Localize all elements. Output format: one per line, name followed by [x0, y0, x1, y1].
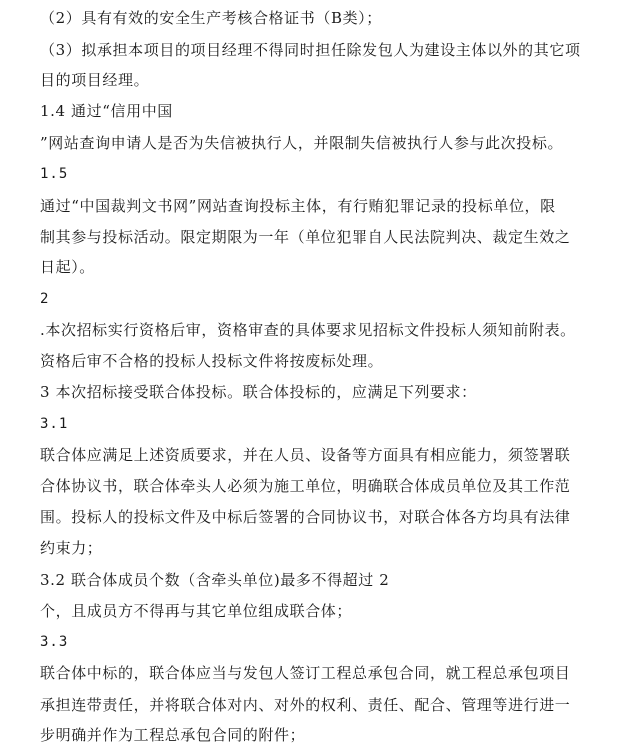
text-line: 个，且成员方不得再与其它单位组成联合体；	[40, 602, 353, 620]
section-number: 3.3	[40, 634, 69, 650]
text-line: ”网站查询申请人是否为失信被执行人，并限制失信被执行人参与此次投标。	[40, 134, 564, 152]
text-line: 围。投标人的投标文件及中标后签署的合同协议书，对联合体各方均具有法律	[40, 508, 571, 526]
text-line: 步明确并作为工程总承包合同的附件；	[40, 726, 306, 744]
text-line: 承担连带责任，并将联合体对内、对外的权利、责任、配合、管理等进行进一	[40, 696, 571, 714]
section-number: 2	[40, 291, 50, 307]
text-line: （3）拟承担本项目的项目经理不得同时担任除发包人为建设主体以外的其它项	[40, 41, 581, 59]
text-line: 制其参与投标活动。限定期限为一年（单位犯罪自人民法院判决、裁定生效之	[40, 228, 571, 246]
section-heading: 3 本次招标接受联合体投标。联合体投标的，应满足下列要求：	[40, 383, 477, 401]
text-line: 联合体中标的，联合体应当与发包人签订工程总承包合同，就工程总承包项目	[40, 664, 571, 682]
text-line: 资格后审不合格的投标人投标文件将按废标处理。	[40, 352, 384, 370]
text-line: 通过“中国裁判文书网”网站查询投标主体，有行贿犯罪记录的投标单位，限	[40, 197, 556, 215]
text-line: 约束力；	[40, 539, 103, 557]
text-line: 日起）。	[40, 258, 95, 276]
text-line: （2）具有有效的安全生产考核合格证书（B类）；	[40, 9, 382, 27]
text-line: 目的项目经理。	[40, 71, 150, 89]
section-heading: 3.2 联合体成员个数（含牵头单位)最多不得超过 2	[40, 571, 390, 589]
section-number: 1.5	[40, 166, 69, 182]
section-number: 3.1	[40, 416, 69, 432]
section-heading: 1.4 通过“信用中国	[40, 102, 173, 120]
text-line: 合体协议书，联合体牵头人必须为施工单位，明确联合体成员单位及其工作范	[40, 477, 571, 495]
text-line: 联合体应满足上述资质要求，并在人员、设备等方面具有相应能力，须签署联	[40, 446, 571, 464]
text-line: .本次招标实行资格后审，资格审查的具体要求见招标文件投标人须知前附表。	[40, 321, 576, 339]
